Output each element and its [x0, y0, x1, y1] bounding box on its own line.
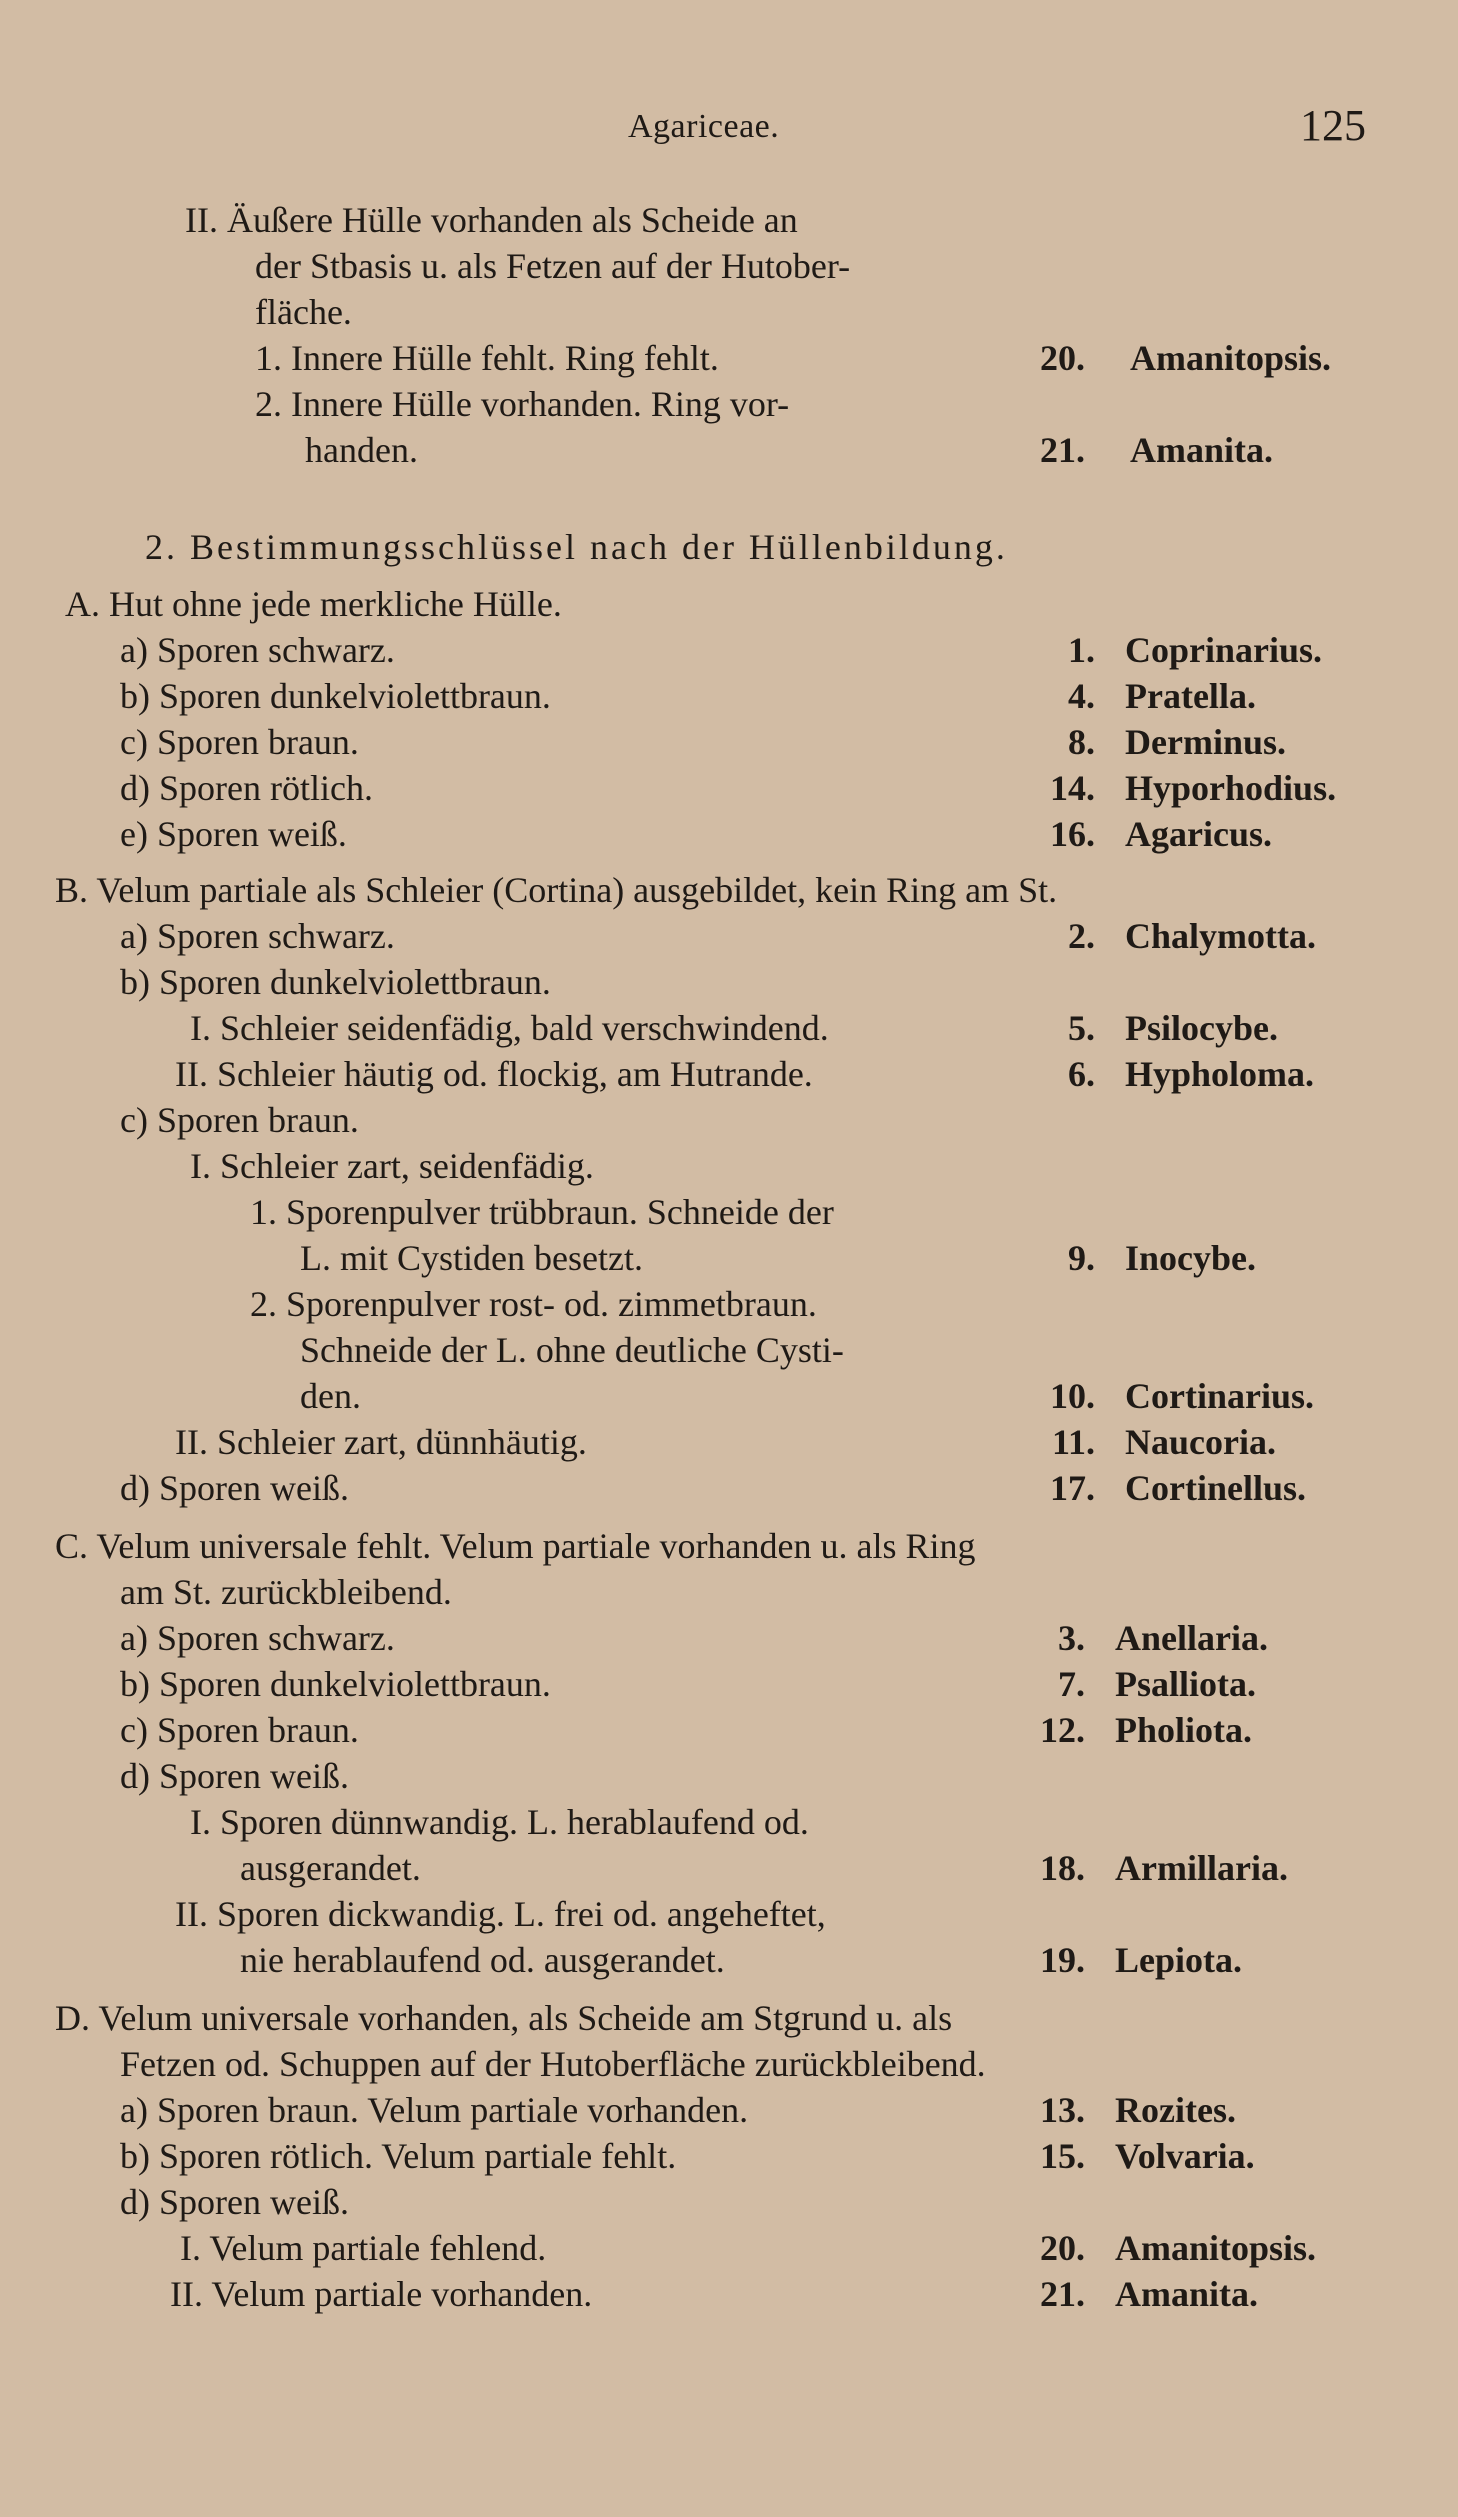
- key-line-text: b) Sporen rötlich. Velum partiale fehlt.: [120, 2136, 677, 2176]
- key-line-text: a) Sporen schwarz.: [120, 630, 395, 670]
- genus-name: Psalliota.: [1115, 1664, 1256, 1704]
- genus-name: Coprinarius.: [1125, 630, 1323, 670]
- genus-number: 21.: [1040, 430, 1085, 470]
- key-line-text: a) Sporen braun. Velum partiale vorhanden.: [120, 2090, 749, 2130]
- key-line-text: a) Sporen schwarz.: [120, 1618, 395, 1658]
- genus-number: 14.: [1050, 768, 1095, 808]
- key-line-text: d) Sporen weiß.: [120, 2182, 349, 2222]
- genus-name: Agaricus.: [1125, 814, 1272, 854]
- genus-number: 1.: [1068, 630, 1095, 670]
- genus-number: 2.: [1068, 916, 1095, 956]
- genus-name: Amanitopsis.: [1130, 338, 1332, 378]
- key-line-text: A. Hut ohne jede merkliche Hülle.: [65, 584, 562, 624]
- genus-number: 13.: [1040, 2090, 1085, 2130]
- key-line-text: D. Velum universale vorhanden, als Scheide am Stgrund u. als: [55, 1998, 953, 2038]
- key-line-text: 2. Sporenpulver rost- od. zimmetbraun.: [250, 1284, 817, 1324]
- running-head: Agariceae.: [628, 108, 780, 145]
- key-line-text: II. Sporen dickwandig. L. frei od. angeheftet,: [175, 1894, 826, 1934]
- key-line-text: d) Sporen weiß.: [120, 1756, 349, 1796]
- key-line-text: den.: [300, 1376, 361, 1416]
- genus-name: Rozites.: [1115, 2090, 1236, 2130]
- genus-number: 6.: [1068, 1054, 1095, 1094]
- genus-number: 12.: [1040, 1710, 1085, 1750]
- genus-number: 17.: [1050, 1468, 1095, 1508]
- key-line-text: d) Sporen rötlich.: [120, 768, 373, 808]
- genus-number: 20.: [1040, 338, 1085, 378]
- genus-number: 21.: [1040, 2274, 1085, 2314]
- genus-number: 15.: [1040, 2136, 1085, 2176]
- genus-name: Pratella.: [1125, 676, 1256, 716]
- key-line-text: I. Sporen dünnwandig. L. herablaufend od.: [190, 1802, 809, 1842]
- key-line-text: d) Sporen weiß.: [120, 1468, 349, 1508]
- key-line-text: handen.: [305, 430, 418, 470]
- genus-number: 5.: [1068, 1008, 1095, 1048]
- key-line-text: L. mit Cystiden besetzt.: [300, 1238, 643, 1278]
- genus-name: Amanitopsis.: [1115, 2228, 1317, 2268]
- key-line-text: I. Velum partiale fehlend.: [180, 2228, 547, 2268]
- genus-number: 19.: [1040, 1940, 1085, 1980]
- genus-name: Psilocybe.: [1125, 1008, 1278, 1048]
- genus-name: Inocybe.: [1125, 1238, 1257, 1278]
- genus-name: Derminus.: [1125, 722, 1286, 762]
- key-line-text: 1. Innere Hülle fehlt. Ring fehlt.: [255, 338, 719, 378]
- genus-number: 8.: [1068, 722, 1095, 762]
- genus-number: 16.: [1050, 814, 1095, 854]
- genus-name: Volvaria.: [1115, 2136, 1255, 2176]
- genus-name: Amanita.: [1115, 2274, 1258, 2314]
- genus-name: Pholiota.: [1115, 1710, 1253, 1750]
- genus-name: Hyporhodius.: [1125, 768, 1337, 808]
- key-line-text: 2. Innere Hülle vorhanden. Ring vor-: [255, 384, 790, 424]
- genus-name: Cortinellus.: [1125, 1468, 1307, 1508]
- key-line-text: II. Äußere Hülle vorhanden als Scheide an: [185, 200, 798, 240]
- key-line-text: C. Velum universale fehlt. Velum partiale vorhanden u. als Ring: [55, 1526, 976, 1566]
- genus-number: 18.: [1040, 1848, 1085, 1888]
- key-line-text: 1. Sporenpulver trübbraun. Schneide der: [250, 1192, 834, 1232]
- genus-number: 10.: [1050, 1376, 1095, 1416]
- key-line-text: II. Schleier zart, dünnhäutig.: [175, 1422, 587, 1462]
- genus-number: 11.: [1051, 1422, 1095, 1462]
- key-line-text: b) Sporen dunkelviolettbraun.: [120, 962, 551, 1002]
- key-line-text: b) Sporen dunkelviolettbraun.: [120, 676, 551, 716]
- key-line-text: I. Schleier seidenfädig, bald verschwindend.: [190, 1008, 829, 1048]
- key-line-text: e) Sporen weiß.: [120, 814, 347, 854]
- page-number: 125: [1300, 101, 1366, 150]
- genus-name: Anellaria.: [1115, 1618, 1268, 1658]
- key-line-text: c) Sporen braun.: [120, 722, 359, 762]
- genus-name: Chalymotta.: [1125, 916, 1316, 956]
- key-line-text: Schneide der L. ohne deutliche Cysti-: [300, 1330, 844, 1370]
- key-line-text: II. Velum partiale vorhanden.: [170, 2274, 593, 2314]
- key-line-text: Fetzen od. Schuppen auf der Hutoberfläche zurückbleibend.: [120, 2044, 986, 2084]
- key-line-text: ausgerandet.: [240, 1848, 421, 1888]
- key-line-text: I. Schleier zart, seidenfädig.: [190, 1146, 594, 1186]
- genus-number: 7.: [1058, 1664, 1085, 1704]
- key-line-text: am St. zurückbleibend.: [120, 1572, 452, 1612]
- key-line-text: b) Sporen dunkelviolettbraun.: [120, 1664, 551, 1704]
- key-line-text: B. Velum partiale als Schleier (Cortina) ausgebildet, kein Ring am St.: [55, 870, 1058, 910]
- page-header: [0, 100, 1458, 160]
- key-line-text: II. Schleier häutig od. flockig, am Hutrande.: [175, 1054, 813, 1094]
- genus-name: Lepiota.: [1115, 1940, 1243, 1980]
- key-line-text: der Stbasis u. als Fetzen auf der Hutober-: [255, 246, 851, 286]
- genus-name: Hypholoma.: [1125, 1054, 1315, 1094]
- genus-name: Amanita.: [1130, 430, 1273, 470]
- genus-number: 20.: [1040, 2228, 1085, 2268]
- genus-number: 9.: [1068, 1238, 1095, 1278]
- genus-number: 3.: [1058, 1618, 1085, 1658]
- genus-name: Armillaria.: [1115, 1848, 1288, 1888]
- key-line-text: 2. Bestimmungsschlüssel nach der Hüllenbildung.: [145, 527, 1008, 567]
- key-line-text: c) Sporen braun.: [120, 1710, 359, 1750]
- genus-name: Cortinarius.: [1125, 1376, 1314, 1416]
- genus-number: 4.: [1068, 676, 1095, 716]
- genus-name: Naucoria.: [1125, 1422, 1276, 1462]
- key-line-text: c) Sporen braun.: [120, 1100, 359, 1140]
- key-line-text: nie herablaufend od. ausgerandet.: [240, 1940, 725, 1980]
- key-line-text: a) Sporen schwarz.: [120, 916, 395, 956]
- key-line-text: fläche.: [255, 292, 352, 332]
